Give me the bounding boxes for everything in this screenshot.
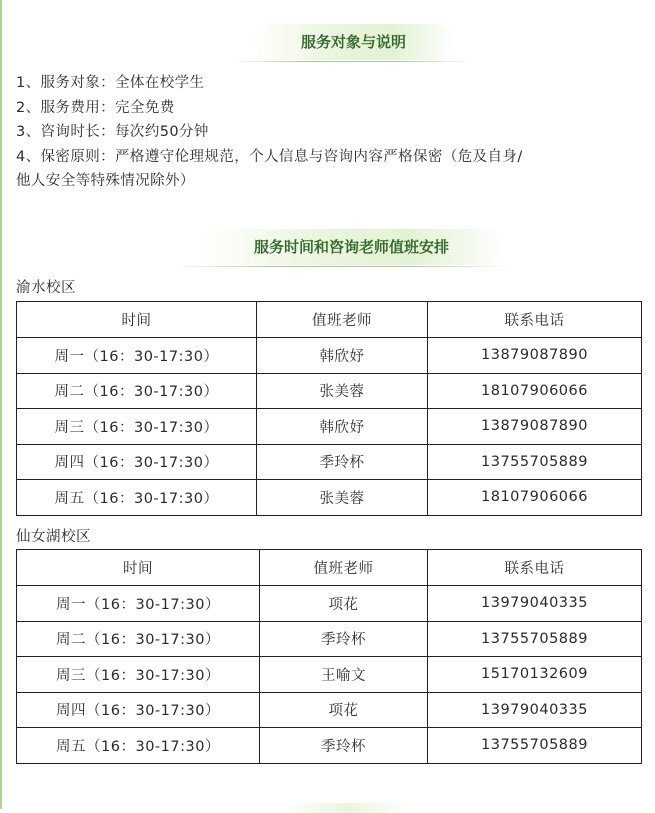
title-underline [232,61,472,62]
table-row [17,338,642,374]
section-title-service-info [0,24,655,64]
column-header-time: 时间 [17,550,260,586]
time-cell: 周四（16：30-17:30） [17,692,260,728]
info-item: 1、服务对象：全体在校学生 [16,75,205,91]
phone-cell: 18107906066 [428,373,642,409]
info-item: 他人安全等特殊情况除外） [16,173,195,189]
table-row [17,692,642,728]
phone-cell: 13755705889 [428,728,642,764]
schedule-table-yushui [16,301,642,516]
section-title-text: 服务时间和咨询老师值班安排 [253,238,449,256]
table-row [17,728,642,764]
section-title-schedule [0,229,655,269]
table-row [17,480,642,516]
teacher-cell: 季玲杯 [260,621,428,657]
phone-cell: 18107906066 [428,480,642,516]
phone-cell: 13755705889 [428,621,642,657]
phone-cell: 13879087890 [428,338,642,374]
section-title-text: 服务对象与说明 [300,33,406,51]
time-cell: 周五（16：30-17:30） [17,480,257,516]
table-header-row [17,550,642,586]
time-cell: 周三（16：30-17:30） [17,409,257,445]
phone-cell: 13879087890 [428,409,642,445]
phone-cell: 13755705889 [428,444,642,480]
teacher-cell: 韩欣妤 [257,338,428,374]
phone-cell: 15170132609 [428,657,642,693]
teacher-cell: 韩欣妤 [257,409,428,445]
next-section-title-pill [285,803,410,813]
table-row [17,586,642,622]
time-cell: 周三（16：30-17:30） [17,657,260,693]
time-cell: 周一（16：30-17:30） [17,586,260,622]
column-header-teacher: 值班老师 [260,550,428,586]
info-item: 2、服务费用：完全免费 [16,99,175,116]
column-header-phone: 联系电话 [428,550,642,586]
schedule-table-xiannvhu [16,549,642,764]
info-item: 3、咨询时长：每次约50分钟 [16,124,209,140]
left-accent-edge [0,0,2,809]
service-info-list [16,71,646,194]
phone-cell: 13979040335 [428,692,642,728]
table-header-row [17,302,642,338]
teacher-cell: 季玲杯 [260,728,428,764]
teacher-cell: 季玲杯 [257,444,428,480]
column-header-teacher: 值班老师 [257,302,428,338]
time-cell: 周一（16：30-17:30） [17,338,257,374]
time-cell: 周二（16：30-17:30） [17,373,257,409]
campus-label-xiannvhu: 仙女湖校区 [16,529,91,545]
title-underline [172,266,512,267]
time-cell: 周五（16：30-17:30） [17,728,260,764]
table-row [17,657,642,693]
teacher-cell: 张美蓉 [257,373,428,409]
teacher-cell: 项花 [260,586,428,622]
campus-label-yushui: 渝水校区 [16,280,76,296]
info-item: 4、保密原则：严格遵守伦理规范，个人信息与咨询内容严格保密（危及自身/ [16,148,523,165]
column-header-phone: 联系电话 [428,302,642,338]
table-row [17,373,642,409]
table-row [17,621,642,657]
time-cell: 周二（16：30-17:30） [17,621,260,657]
column-header-time: 时间 [17,302,257,338]
teacher-cell: 项花 [260,692,428,728]
time-cell: 周四（16：30-17:30） [17,444,257,480]
teacher-cell: 王喻文 [260,657,428,693]
phone-cell: 13979040335 [428,586,642,622]
table-row [17,444,642,480]
teacher-cell: 张美蓉 [257,480,428,516]
table-row [17,409,642,445]
